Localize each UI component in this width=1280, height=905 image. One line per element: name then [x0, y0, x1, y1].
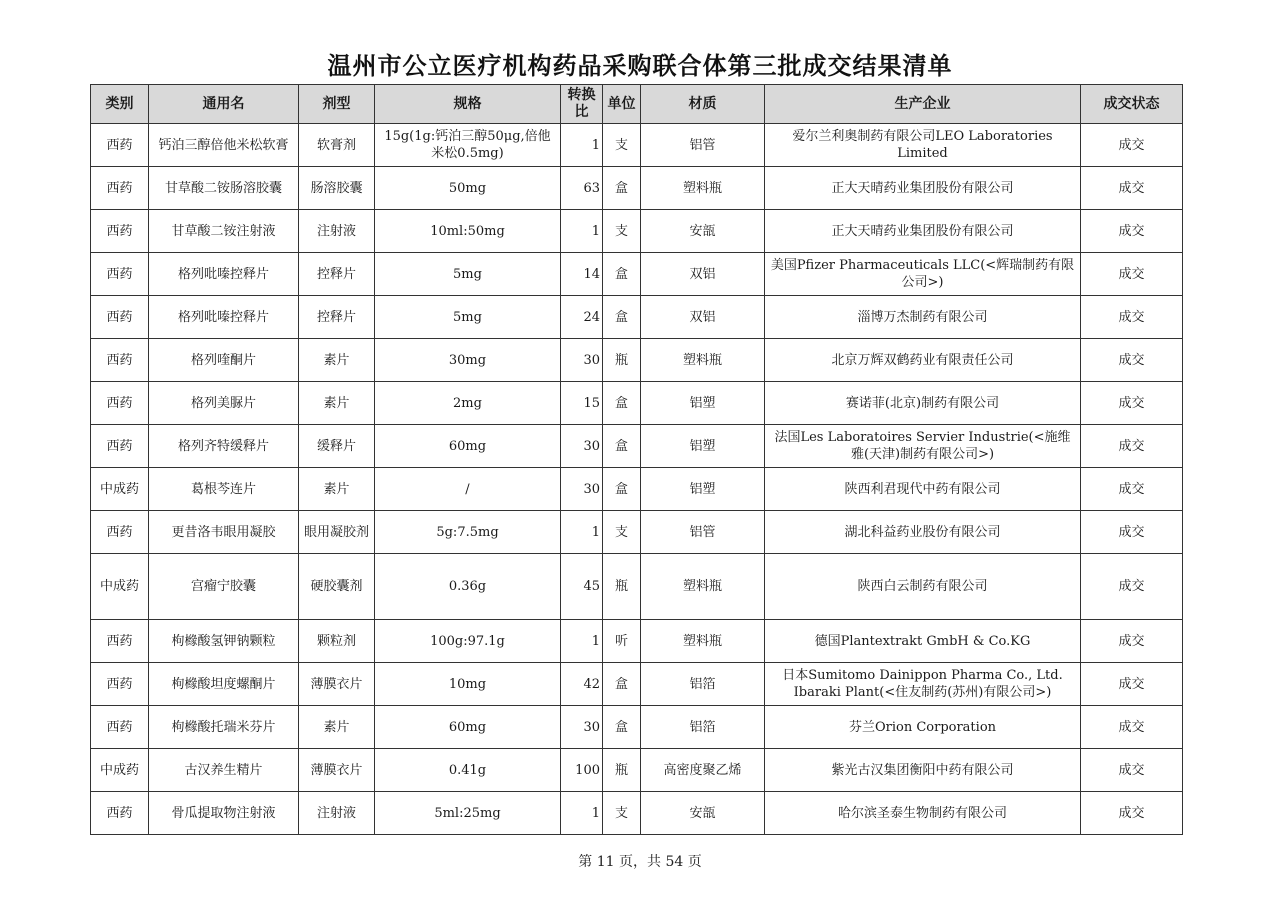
table-row — [91, 511, 1183, 554]
cell-spec: 100g:97.1g — [375, 620, 561, 663]
cell-unit: 盒 — [603, 706, 641, 749]
col-header-material: 材质 — [641, 85, 765, 124]
cell-spec: 60mg — [375, 425, 561, 468]
cell-unit: 瓶 — [603, 339, 641, 382]
cell-unit: 盒 — [603, 663, 641, 706]
cell-status: 成交 — [1081, 706, 1183, 749]
table-row — [91, 382, 1183, 425]
cell-material: 铝管 — [641, 511, 765, 554]
cell-form: 素片 — [299, 339, 375, 382]
cell-form: 肠溶胶囊 — [299, 167, 375, 210]
cell-status: 成交 — [1081, 296, 1183, 339]
cell-material: 铝塑 — [641, 468, 765, 511]
cell-material: 高密度聚乙烯 — [641, 749, 765, 792]
table-row — [91, 792, 1183, 835]
cell-status: 成交 — [1081, 663, 1183, 706]
col-header-status: 成交状态 — [1081, 85, 1183, 124]
cell-ratio: 100 — [561, 749, 603, 792]
cell-name: 古汉养生精片 — [149, 749, 299, 792]
table-row — [91, 124, 1183, 167]
cell-maker: 哈尔滨圣泰生物制药有限公司 — [765, 792, 1081, 835]
cell-category: 西药 — [91, 296, 149, 339]
cell-name: 葛根芩连片 — [149, 468, 299, 511]
cell-category: 中成药 — [91, 554, 149, 620]
table-row — [91, 296, 1183, 339]
cell-ratio: 1 — [561, 792, 603, 835]
cell-status: 成交 — [1081, 792, 1183, 835]
cell-unit: 盒 — [603, 253, 641, 296]
cell-name: 甘草酸二铵注射液 — [149, 210, 299, 253]
cell-maker: 陕西白云制药有限公司 — [765, 554, 1081, 620]
cell-material: 塑料瓶 — [641, 167, 765, 210]
cell-status: 成交 — [1081, 468, 1183, 511]
table-row — [91, 749, 1183, 792]
cell-category: 西药 — [91, 124, 149, 167]
cell-ratio: 30 — [561, 339, 603, 382]
cell-form: 素片 — [299, 706, 375, 749]
cell-maker: 陕西利君现代中药有限公司 — [765, 468, 1081, 511]
cell-form: 颗粒剂 — [299, 620, 375, 663]
cell-material: 安瓿 — [641, 210, 765, 253]
cell-material: 铝箔 — [641, 706, 765, 749]
cell-material: 铝塑 — [641, 425, 765, 468]
cell-form: 薄膜衣片 — [299, 749, 375, 792]
cell-maker: 美国Pfizer Pharmaceuticals LLC(<辉瑞制药有限公司>) — [765, 253, 1081, 296]
cell-unit: 听 — [603, 620, 641, 663]
cell-category: 西药 — [91, 382, 149, 425]
cell-form: 硬胶囊剂 — [299, 554, 375, 620]
table-row — [91, 210, 1183, 253]
cell-material: 铝箔 — [641, 663, 765, 706]
cell-status: 成交 — [1081, 749, 1183, 792]
cell-material: 双铝 — [641, 253, 765, 296]
page-title: 温州市公立医疗机构药品采购联合体第三批成交结果清单 — [327, 52, 953, 80]
cell-status: 成交 — [1081, 382, 1183, 425]
col-header-form: 剂型 — [299, 85, 375, 124]
cell-spec: 10ml:50mg — [375, 210, 561, 253]
cell-name: 枸橼酸坦度螺酮片 — [149, 663, 299, 706]
cell-spec: 10mg — [375, 663, 561, 706]
cell-spec: 60mg — [375, 706, 561, 749]
cell-unit: 盒 — [603, 296, 641, 339]
cell-maker: 紫光古汉集团衡阳中药有限公司 — [765, 749, 1081, 792]
cell-spec: 0.41g — [375, 749, 561, 792]
cell-category: 西药 — [91, 210, 149, 253]
table-row — [91, 554, 1183, 620]
cell-maker: 爱尔兰利奥制药有限公司LEO Laboratories Limited — [765, 124, 1081, 167]
cell-form: 缓释片 — [299, 425, 375, 468]
cell-form: 软膏剂 — [299, 124, 375, 167]
cell-status: 成交 — [1081, 620, 1183, 663]
cell-unit: 盒 — [603, 425, 641, 468]
cell-maker: 德国Plantextrakt GmbH & Co.KG — [765, 620, 1081, 663]
cell-ratio: 42 — [561, 663, 603, 706]
col-header-spec: 规格 — [375, 85, 561, 124]
cell-ratio: 45 — [561, 554, 603, 620]
cell-status: 成交 — [1081, 511, 1183, 554]
table-row — [91, 425, 1183, 468]
cell-name: 枸橼酸氢钾钠颗粒 — [149, 620, 299, 663]
cell-status: 成交 — [1081, 425, 1183, 468]
cell-form: 控释片 — [299, 296, 375, 339]
cell-category: 中成药 — [91, 749, 149, 792]
cell-ratio: 1 — [561, 511, 603, 554]
cell-name: 钙泊三醇倍他米松软膏 — [149, 124, 299, 167]
col-header-name: 通用名 — [149, 85, 299, 124]
cell-ratio: 15 — [561, 382, 603, 425]
cell-material: 塑料瓶 — [641, 554, 765, 620]
cell-spec: 2mg — [375, 382, 561, 425]
cell-category: 西药 — [91, 706, 149, 749]
cell-category: 西药 — [91, 620, 149, 663]
cell-ratio: 14 — [561, 253, 603, 296]
cell-material: 铝塑 — [641, 382, 765, 425]
cell-maker: 淄博万杰制药有限公司 — [765, 296, 1081, 339]
cell-form: 素片 — [299, 382, 375, 425]
col-header-category: 类别 — [91, 85, 149, 124]
result-table — [90, 84, 1183, 835]
table-row — [91, 620, 1183, 663]
cell-spec: 5mg — [375, 296, 561, 339]
cell-unit: 支 — [603, 792, 641, 835]
cell-status: 成交 — [1081, 554, 1183, 620]
cell-category: 西药 — [91, 663, 149, 706]
cell-ratio: 1 — [561, 210, 603, 253]
cell-name: 格列齐特缓释片 — [149, 425, 299, 468]
cell-form: 控释片 — [299, 253, 375, 296]
cell-spec: 5g:7.5mg — [375, 511, 561, 554]
cell-form: 注射液 — [299, 210, 375, 253]
cell-name: 格列喹酮片 — [149, 339, 299, 382]
cell-name: 宫瘤宁胶囊 — [149, 554, 299, 620]
cell-spec: 15g(1g:钙泊三醇50μg,倍他米松0.5mg) — [375, 124, 561, 167]
cell-status: 成交 — [1081, 253, 1183, 296]
cell-name: 更昔洛韦眼用凝胶 — [149, 511, 299, 554]
cell-spec: 30mg — [375, 339, 561, 382]
cell-maker: 北京万辉双鹤药业有限责任公司 — [765, 339, 1081, 382]
cell-status: 成交 — [1081, 210, 1183, 253]
cell-name: 甘草酸二铵肠溶胶囊 — [149, 167, 299, 210]
cell-ratio: 30 — [561, 425, 603, 468]
cell-name: 格列吡嗪控释片 — [149, 253, 299, 296]
cell-category: 西药 — [91, 792, 149, 835]
page-footer: 第 11 页，共 54 页 — [578, 854, 702, 870]
cell-ratio: 30 — [561, 706, 603, 749]
cell-form: 素片 — [299, 468, 375, 511]
cell-name: 格列吡嗪控释片 — [149, 296, 299, 339]
cell-material: 塑料瓶 — [641, 339, 765, 382]
cell-unit: 瓶 — [603, 749, 641, 792]
cell-maker: 法国Les Laboratoires Servier Industrie(<施维雅(天津)制药有限公司>) — [765, 425, 1081, 468]
cell-maker: 赛诺菲(北京)制药有限公司 — [765, 382, 1081, 425]
cell-unit: 盒 — [603, 468, 641, 511]
cell-ratio: 63 — [561, 167, 603, 210]
cell-category: 西药 — [91, 339, 149, 382]
cell-category: 西药 — [91, 253, 149, 296]
cell-unit: 支 — [603, 124, 641, 167]
cell-maker: 湖北科益药业股份有限公司 — [765, 511, 1081, 554]
cell-spec: 5ml:25mg — [375, 792, 561, 835]
cell-unit: 盒 — [603, 382, 641, 425]
cell-material: 塑料瓶 — [641, 620, 765, 663]
table-row — [91, 706, 1183, 749]
cell-category: 中成药 — [91, 468, 149, 511]
cell-maker: 正大天晴药业集团股份有限公司 — [765, 210, 1081, 253]
cell-form: 注射液 — [299, 792, 375, 835]
cell-ratio: 1 — [561, 620, 603, 663]
cell-unit: 盒 — [603, 167, 641, 210]
table-row — [91, 253, 1183, 296]
cell-ratio: 30 — [561, 468, 603, 511]
cell-ratio: 24 — [561, 296, 603, 339]
cell-unit: 瓶 — [603, 554, 641, 620]
cell-unit: 支 — [603, 210, 641, 253]
cell-form: 眼用凝胶剂 — [299, 511, 375, 554]
cell-form: 薄膜衣片 — [299, 663, 375, 706]
cell-name: 骨瓜提取物注射液 — [149, 792, 299, 835]
col-header-unit: 单位 — [603, 85, 641, 124]
table-header-row — [91, 85, 1183, 124]
table-row — [91, 468, 1183, 511]
table-row — [91, 339, 1183, 382]
cell-category: 西药 — [91, 167, 149, 210]
cell-category: 西药 — [91, 425, 149, 468]
cell-maker: 正大天晴药业集团股份有限公司 — [765, 167, 1081, 210]
table-row — [91, 663, 1183, 706]
cell-status: 成交 — [1081, 124, 1183, 167]
cell-material: 双铝 — [641, 296, 765, 339]
cell-ratio: 1 — [561, 124, 603, 167]
table-body — [91, 124, 1183, 835]
cell-maker: 日本Sumitomo Dainippon Pharma Co., Ltd. Ibaraki Plant(<住友制药(苏州)有限公司>) — [765, 663, 1081, 706]
cell-status: 成交 — [1081, 167, 1183, 210]
cell-unit: 支 — [603, 511, 641, 554]
cell-spec: 50mg — [375, 167, 561, 210]
col-header-ratio: 转换比 — [561, 85, 603, 124]
cell-name: 枸橼酸托瑞米芬片 — [149, 706, 299, 749]
col-header-maker: 生产企业 — [765, 85, 1081, 124]
cell-maker: 芬兰Orion Corporation — [765, 706, 1081, 749]
cell-material: 安瓿 — [641, 792, 765, 835]
cell-material: 铝管 — [641, 124, 765, 167]
cell-spec: 0.36g — [375, 554, 561, 620]
cell-category: 西药 — [91, 511, 149, 554]
cell-name: 格列美脲片 — [149, 382, 299, 425]
cell-status: 成交 — [1081, 339, 1183, 382]
cell-spec: / — [375, 468, 561, 511]
cell-spec: 5mg — [375, 253, 561, 296]
table-row — [91, 167, 1183, 210]
